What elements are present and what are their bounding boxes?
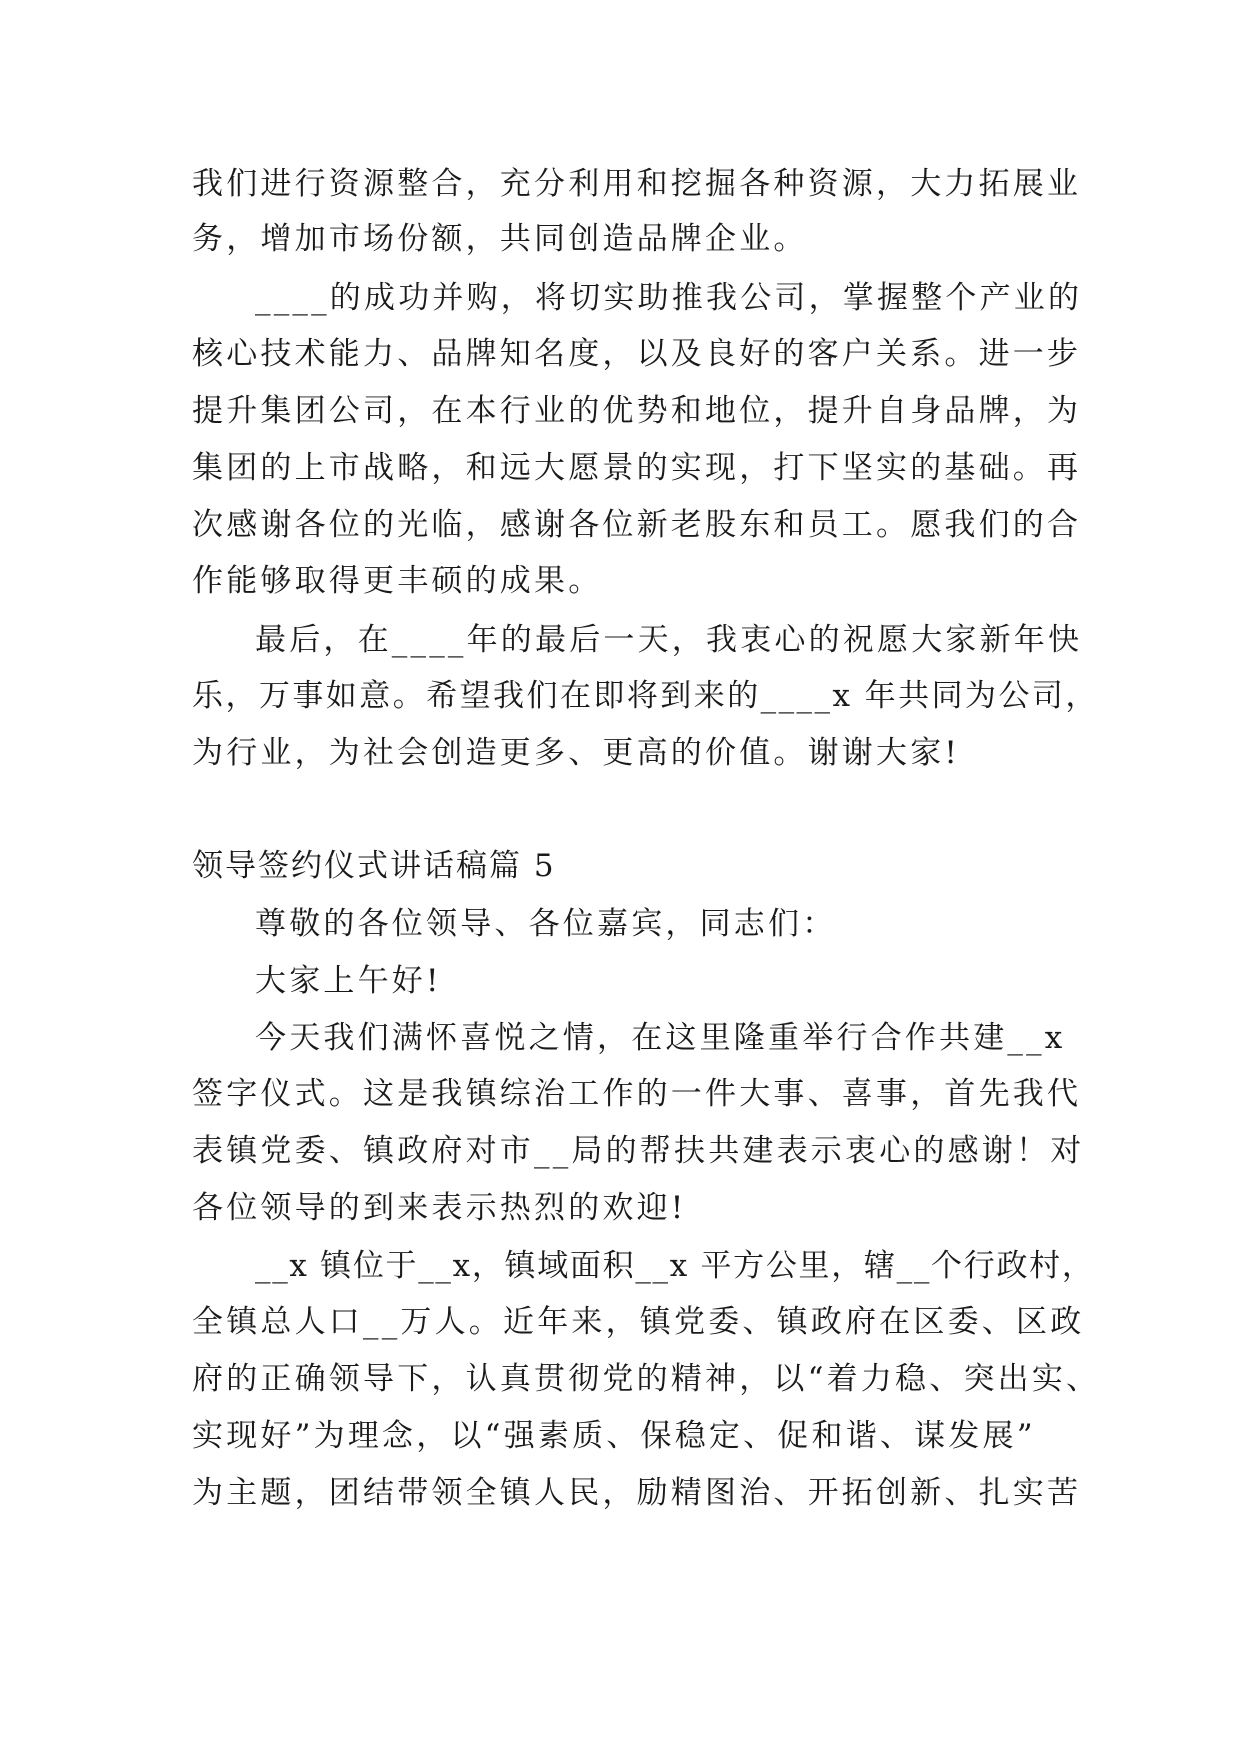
paragraph-line: 大家上午好! xyxy=(255,963,442,999)
paragraph-line: 今天我们满怀喜悦之情，在这里隆重举行合作共建__x xyxy=(255,1020,1066,1056)
paragraph-line: 最后，在____年的最后一天，我衷心的祝愿大家新年快 xyxy=(255,622,1083,658)
paragraph-line: 为行业，为社会创造更多、更高的价值。谢谢大家! xyxy=(192,735,961,771)
paragraph-line: 实现好”为理念，以“强素质、保稳定、促和谐、谋发展” xyxy=(192,1418,1036,1454)
paragraph-line: 核心技术能力、品牌知名度，以及良好的客户关系。进一步 xyxy=(192,336,1082,372)
paragraph-line: 府的正确领导下，认真贯彻党的精神，以“着力稳、突出实、 xyxy=(192,1361,1101,1397)
paragraph-line: 全镇总人口__万人。近年来，镇党委、镇政府在区委、区政 xyxy=(192,1304,1085,1340)
paragraph-line: 尊敬的各位领导、各位嘉宾，同志们： xyxy=(255,906,837,942)
paragraph-line: 务，增加市场份额，共同创造品牌企业。 xyxy=(192,221,808,257)
paragraph-line: 各位领导的到来表示热烈的欢迎! xyxy=(192,1190,687,1226)
section-heading: 领导签约仪式讲话稿篇 5 xyxy=(192,848,556,884)
paragraph-line: ____的成功并购，将切实助推我公司，掌握整个产业的 xyxy=(255,280,1083,316)
paragraph-line: 为主题，团结带领全镇人民，励精图治、开拓创新、扎实苦 xyxy=(192,1475,1082,1511)
paragraph-line: 乐，万事如意。希望我们在即将到来的____x 年共同为公司， xyxy=(192,678,1099,714)
paragraph-line: 签字仪式。这是我镇综治工作的一件大事、喜事，首先我代 xyxy=(192,1076,1082,1112)
paragraph-line: 表镇党委、镇政府对市__局的帮扶共建表示衷心的感谢！对 xyxy=(192,1133,1085,1169)
paragraph-line: 次感谢各位的光临，感谢各位新老股东和员工。愿我们的合 xyxy=(192,507,1082,543)
paragraph-line: 作能够取得更丰硕的成果。 xyxy=(192,563,603,599)
paragraph-line: 集团的上市战略，和远大愿景的实现，打下坚实的基础。再 xyxy=(192,450,1082,486)
paragraph-line: __x 镇位于__x，镇域面积__x 平方公里，辖__个行政村， xyxy=(255,1248,1095,1284)
paragraph-line: 我们进行资源整合，充分利用和挖掘各种资源，大力拓展业 xyxy=(192,166,1082,202)
paragraph-line: 提升集团公司，在本行业的优势和地位，提升自身品牌，为 xyxy=(192,393,1082,429)
